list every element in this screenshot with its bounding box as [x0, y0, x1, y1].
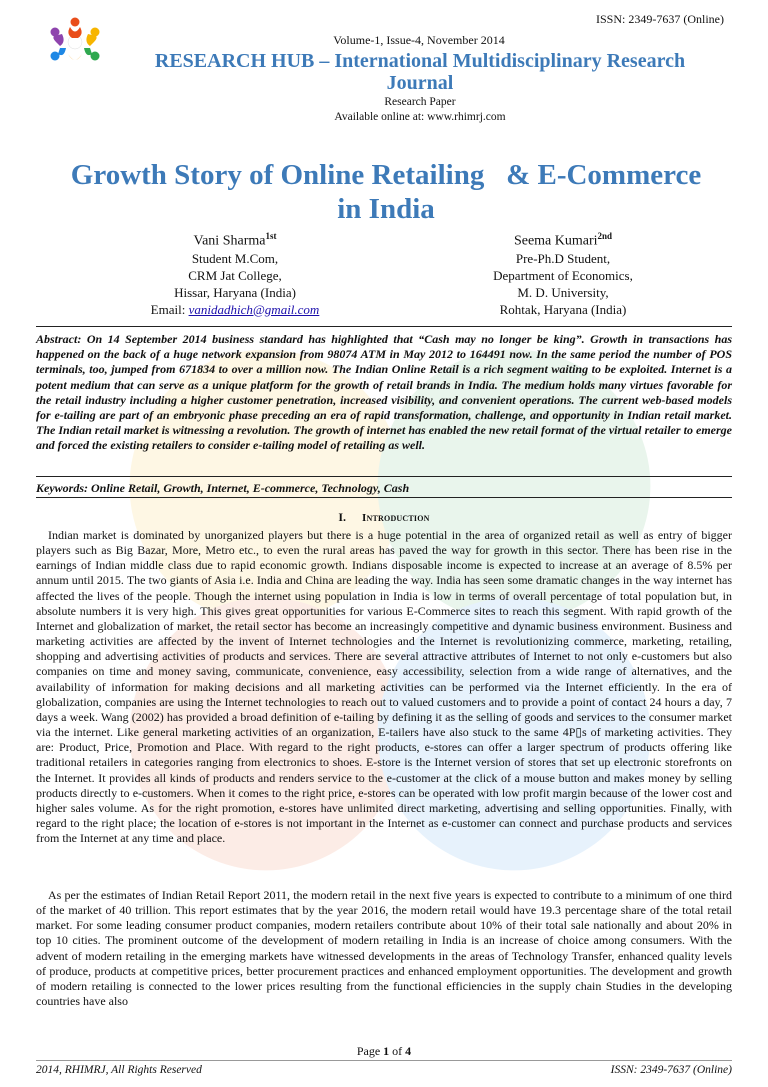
abstract: Abstract: On 14 September 2014 business standard has highlighted that “Cash may no longer be king”. Growth in transactions has happened on the back of a huge network expansion from 98074 ATM in May 2012 to 164491 now. In the same period the number of POS terminals, too, jumped from 671834 to over a million now. The Indian Online Retail is a rich segment waiting to be exploited. Internet is a potent medium that can serve as a unique platform for the growth of retail brands in India. The medium holds many virtues favorable for the retail industry including a higher customer penetration, increased visibility, and convenient operations. The current web-based models for e-tailing are part of an embryonic phase preceding an era of rapid transformation, challenge, and opportunity in Indian retail market. The Indian retail market is witnessing a revolution. The growth of internet has enabled the new retail format of the virtual retailer to emerge and forced the existing retailers to consider e-tailing model of retailing as well. [36, 332, 732, 453]
author-email-link[interactable]: vanidadhich@gmail.com [188, 301, 320, 317]
journal-title-line2: Journal [386, 72, 454, 94]
footer-issn: ISSN: 2349-7637 (Online) [610, 1064, 732, 1076]
author-affiliation: Pre-Ph.D Student, [515, 250, 611, 266]
body-paragraph: Indian market is dominated by unorganized players but there is a huge potential in the area of organized retail as well as entry of bigger players such as Big Bazar, More, Metro etc., to even the rural areas has paved the way for growth in this sector. There has been rise in the earnings of Indian middle class due to rapid economic growth. Indians disposable income is expected to increase at an average of 8.5% per annum until 2015. The two giants of Asia i.e. India and China are leading the way. India has seen some dramatic changes in the way internet has affected the lives of the people. Though the internet using population in India is low in terms of overall percentage of total population but, in absolute numbers it is very high. This gives great opportunities for various E-Commerce sites to reach this segment. With rapid growth of the Internet and globalization of market, the retail sector has become an increasingly competitive and dynamic business environment. Business and marketing activities are affected by the invent of Internet technologies and the Internet is revolutionizing commerce, marketing, retailing, shopping and advertising activities of products and services. There are several attractive attributes of Internet to not only e-customers but also companies on time and money saving, communicate, convenience, easy accessibility, selection from a wide range of alternatives, and the availability of information for making decisions and all marketing activities can be performed via the Internet efficiently. In the era of globalization, companies are using the Internet technologies to reach out to valued customers and to provide a point of contact 24 hours a day, 7 days a week. Wang (2002) has provided a broad definition of e-tailing by defining it as the selling of goods and services to the consumer market via the internet. Like general marketing activities of an organization, E-tailers have also stuck to the same 4P▯s of marketing activities. They are: Product, Price, Promotion and Place. With regard to the right products, e-stores can offer a larger spectrum of products offering like traditional retailers in categories ranging from electronics to shoes. E-store is the Internet version of stores that set up electronic storefronts on the Internet. It provides all kinds of products and renders service to the e-customer at the click of a mouse button and makes money by selling products directly to e-customers. When it comes to the right price, e-stores can be operated with low profit margin because of the lower cost and higher sales volume. As for the right promotion, e-stores have unlimited direct marketing, advertising and selling opportunities. Finally, with regard to the right place; the location of e-stores is not important in the Internet as e-customer can connect and purchase products and services from the Internet at any time and place. [36, 528, 732, 846]
author-block-1 [120, 228, 350, 318]
body-paragraph: As per the estimates of Indian Retail Report 2011, the modern retail in the next five years is expected to contribute to a minimum of one third of the market of 40 trillion. This report estimates that by the year 2016, the modern retail would have 19.3 percentage share of the total retail market. For some leading consumer product companies, modern retailers contribute about 10% of their total sale nationally and about 20% in top 10 cities. The prominent outcome of the development of modern retailing in India is an increase of choice among consumers. With the advent of modern retailing in the emerging markets have witnessed developments in the areas of Technology Transfer, enhanced quality levels of produce, products at competitive prices, better procurement practices and enhanced employment opportunities. The development and growth of modern retailing is connected to the lower prices resulting from the functional efficiencies in the supply chain Studies in the developing countries have also [36, 888, 732, 1009]
paper-title-line1: Growth Story of Online Retailing & E-Commerce [70, 159, 702, 191]
divider [36, 476, 732, 477]
journal-title [120, 50, 720, 94]
volume-issue: Volume-1, Issue-4, November 2014 [333, 33, 505, 47]
section-number: I. [338, 510, 347, 524]
author-affiliation: Student M.Com, [191, 250, 279, 266]
paper-title [36, 158, 736, 226]
section-heading [0, 510, 768, 525]
divider [36, 326, 732, 327]
author-affiliation: Rohtak, Haryana (India) [499, 301, 627, 317]
author-affiliation: Hissar, Haryana (India) [174, 284, 296, 300]
footer-rights: 2014, RHIMRJ, All Rights Reserved [36, 1064, 202, 1076]
available-online: Available online at: www.rhimrj.com [334, 111, 506, 123]
footer-divider [36, 1060, 732, 1061]
paper-type: Research Paper [384, 96, 456, 108]
divider [36, 497, 732, 498]
author-affiliation: M. D. University, [517, 284, 609, 300]
author-affiliation: CRM Jat College, [188, 267, 282, 283]
author-affiliation: Department of Economics, [493, 267, 633, 283]
issn-header: ISSN: 2349-7637 (Online) [596, 12, 724, 26]
author-name: Seema Kumari$^{2nd}$ [513, 231, 613, 249]
journal-title-line1: RESEARCH HUB – International Multidisciplinary Research [154, 50, 686, 72]
section-title: Introduction [362, 512, 430, 524]
author-email-line: Email: vanidadhich@gmail.com [150, 301, 320, 317]
page-number: Page 1 of 4 [356, 1044, 412, 1058]
keywords: Keywords: Online Retail, Growth, Internet, E-commerce, Technology, Cash [36, 481, 410, 495]
author-name: Vani Sharma$^{1st}$ [193, 231, 277, 249]
author-block-2 [458, 228, 668, 318]
paper-title-line2: in India [337, 193, 435, 225]
